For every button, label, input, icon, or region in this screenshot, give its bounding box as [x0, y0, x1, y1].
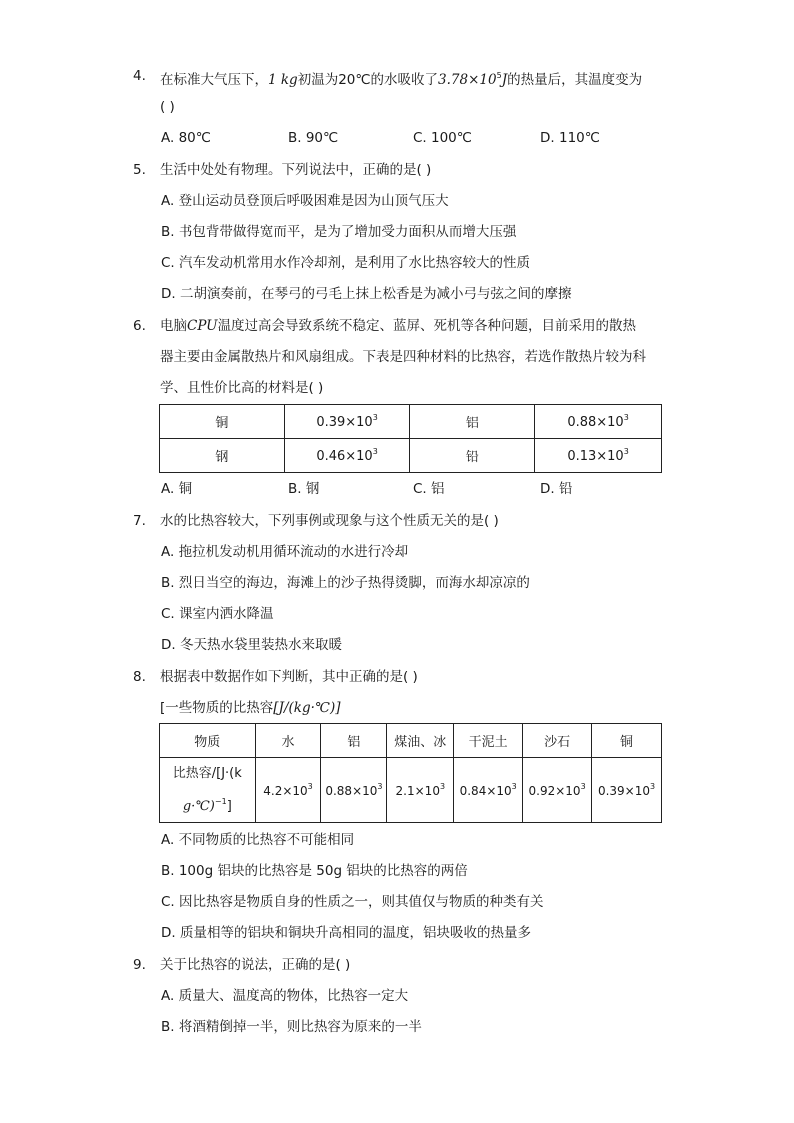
table-caption: [一些物质的比热容[J/(kg·℃)]	[160, 700, 341, 716]
value-cell: $0.39\times 10^3$	[284, 405, 410, 439]
header-cell: 铜	[592, 724, 662, 758]
table-row	[160, 405, 662, 439]
value-cell: $0.46\times 10^3$	[284, 439, 410, 473]
option-a: A. 拖拉机发动机用循环流动的水进行冷却	[161, 544, 409, 560]
mass-value: 1 kg	[268, 72, 298, 88]
question-number: 9.	[133, 957, 146, 973]
option-b: B. 书包背带做得宽而平，是为了增加受力面积从而增大压强	[161, 224, 517, 240]
material-cell: 铅	[410, 439, 535, 473]
question-stem: 生活中处处有物理。下列说法中，正确的是( )	[160, 162, 432, 178]
option-c: C. 因比热容是物质自身的性质之一，则其值仅与物质的种类有关	[161, 894, 544, 910]
question-number: 8.	[133, 669, 146, 685]
material-cell: 钢	[160, 439, 285, 473]
question-stem: 水的比热容较大，下列事例或现象与这个性质无关的是( )	[160, 513, 499, 529]
question-number: 7.	[133, 513, 146, 529]
option-d: D. 冬天热水袋里装热水来取暖	[161, 637, 342, 653]
option-a: A. 不同物质的比热容不可能相同	[161, 832, 355, 848]
value-cell: $0.88\times 10^3$	[321, 758, 387, 823]
option-a: A. 登山运动员登顶后呼吸困难是因为山顶气压大	[161, 193, 449, 209]
option-d: D. 二胡演奏前，在琴弓的弓毛上抹上松香是为减小弓与弦之间的摩擦	[161, 286, 572, 302]
question-number: 5.	[133, 162, 146, 178]
question-stem-line3: 学、且性价比高的材料是( )	[160, 380, 324, 396]
table-row	[160, 758, 662, 823]
specific-heat-data-table	[159, 723, 662, 823]
option-d: D. 110℃	[540, 130, 600, 146]
question-stem-line2: 器主要由金属散热片和风扇组成。下表是四种材料的比热容，若选作散热片较为科	[160, 349, 646, 365]
option-c: C. 铝	[413, 481, 445, 497]
question-stem: 根据表中数据作如下判断，其中正确的是( )	[160, 669, 418, 685]
question-number: 4.	[133, 68, 146, 84]
value-cell: $2.1\times 10^3$	[387, 758, 454, 823]
option-a: A. 80℃	[161, 130, 211, 146]
question-number: 6.	[133, 318, 146, 334]
option-b: B. 100g 铝块的比热容是 50g 铝块的比热容的两倍	[161, 863, 468, 879]
option-b: B. 烈日当空的海边，海滩上的沙子热得烫脚，而海水却凉凉的	[161, 575, 530, 591]
value-cell: $0.13\times 10^3$	[535, 439, 662, 473]
option-a: A. 铜	[161, 481, 193, 497]
stem-text: 初温为20℃的水吸收了	[297, 72, 439, 88]
question-stem: 关于比热容的说法，正确的是( )	[160, 957, 351, 973]
header-cell: 煤油、冰	[387, 724, 454, 758]
value-cell: $0.84\times 10^3$	[454, 758, 523, 823]
value-cell: $0.39\times 10^3$	[592, 758, 662, 823]
specific-heat-table	[159, 404, 662, 473]
row-label-cell: 比热容/[J·(k g·℃)$^{-1}$]	[160, 758, 256, 823]
header-cell: 干泥土	[454, 724, 523, 758]
material-cell: 铝	[410, 405, 535, 439]
header-cell: 铝	[321, 724, 387, 758]
exponent: 5	[496, 71, 502, 80]
cpu-term: CPU	[187, 318, 218, 334]
heat-value: 3.78×10	[438, 72, 497, 88]
option-b: B. 钢	[288, 481, 320, 497]
stem-text: 的热量后，其温度变为	[507, 72, 643, 88]
header-cell: 物质	[160, 724, 256, 758]
table-header-row	[160, 724, 662, 758]
question-stem	[160, 66, 642, 90]
value-cell: $4.2\times 10^3$	[255, 758, 321, 823]
option-a: A. 质量大、温度高的物体，比热容一定大	[161, 988, 409, 1004]
option-b: B. 90℃	[288, 130, 339, 146]
option-c: C. 课室内洒水降温	[161, 606, 274, 622]
material-cell: 铜	[160, 405, 285, 439]
table-row	[160, 439, 662, 473]
option-d: D. 质量相等的铝块和铜块升高相同的温度，铝块吸收的热量多	[161, 925, 531, 941]
unit: J	[501, 72, 508, 88]
option-d: D. 铅	[540, 481, 573, 497]
stem-text: 在标准大气压下，	[160, 72, 268, 88]
option-b: B. 将酒精倒掉一半，则比热容为原来的一半	[161, 1019, 422, 1035]
header-cell: 水	[255, 724, 321, 758]
stem-text: 电脑	[160, 318, 187, 334]
answer-paren: ( )	[160, 99, 175, 115]
value-cell: $0.92\times 10^3$	[523, 758, 592, 823]
stem-text: 温度过高会导致系统不稳定、蓝屏、死机等各种问题，目前采用的散热	[217, 318, 637, 334]
option-c: C. 100℃	[413, 130, 472, 146]
value-cell: $0.88\times 10^3$	[535, 405, 662, 439]
header-cell: 沙石	[523, 724, 592, 758]
question-stem	[160, 316, 636, 336]
option-c: C. 汽车发动机常用水作冷却剂，是利用了水比热容较大的性质	[161, 255, 531, 271]
